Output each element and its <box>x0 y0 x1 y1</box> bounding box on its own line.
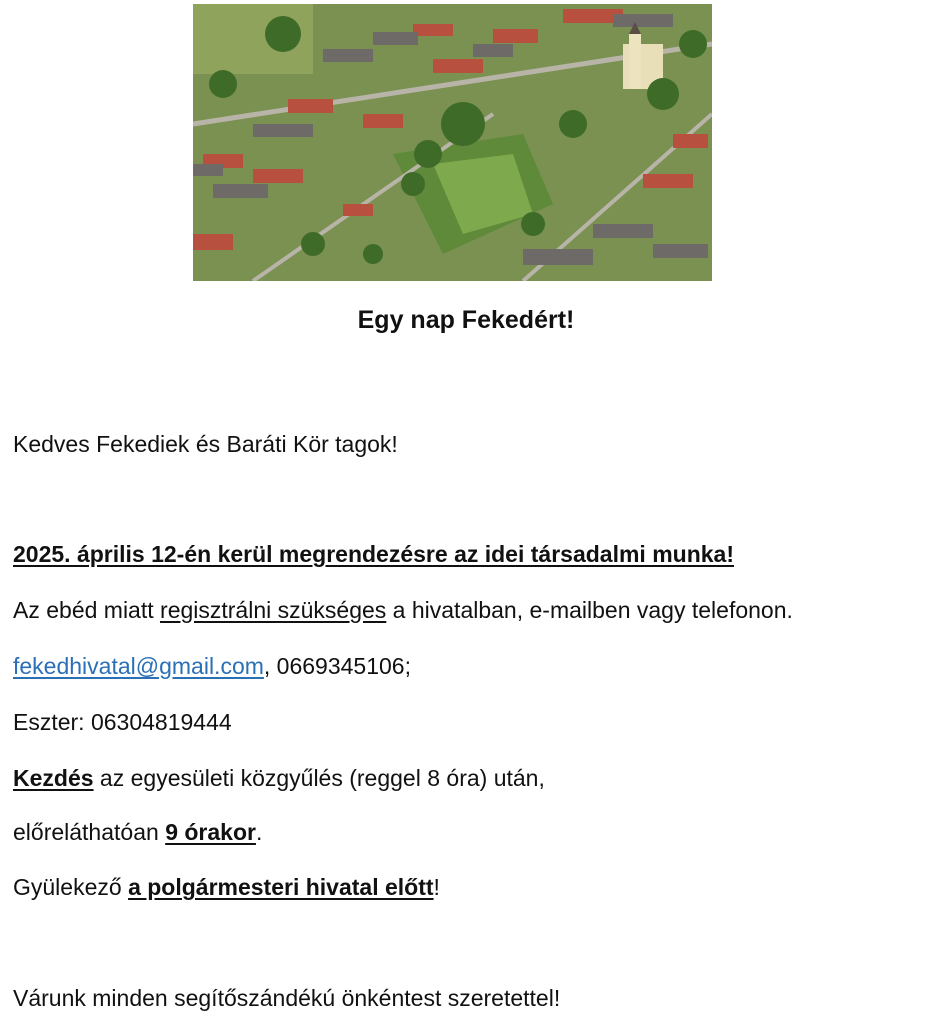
eszter-contact: Eszter: 06304819444 <box>13 709 232 735</box>
registration-line <box>13 594 793 626</box>
email-link[interactable]: fekedhivatal@gmail.com <box>13 653 264 679</box>
contact-line <box>13 650 411 682</box>
aerial-village-photo <box>193 4 712 281</box>
registration-suffix: a hivatalban, e-mailben vagy telefonon. <box>386 597 793 623</box>
announcement-text: 2025. április 12-én kerül megrendezésre az idei társadalmi munka! <box>13 541 734 567</box>
start-line <box>13 762 545 794</box>
start-label: Kezdés <box>13 765 94 791</box>
page-title: Egy nap Fekedért! <box>357 306 575 334</box>
meeting-suffix: ! <box>433 874 440 900</box>
time-emphasis: 9 órakor <box>165 819 256 845</box>
office-phone: , 0669345106; <box>263 653 411 679</box>
time-line <box>13 816 262 848</box>
meeting-prefix: Gyülekező <box>13 874 129 900</box>
time-suffix: . <box>255 819 263 845</box>
closing-text: Várunk minden segítőszándékú önkéntest szeretettel! <box>13 985 561 1011</box>
registration-emphasis: regisztrálni szükséges <box>160 597 387 623</box>
greeting-text: Kedves Fekediek és Baráti Kör tagok! <box>13 431 398 457</box>
start-text: az egyesületi közgyűlés (reggel 8 óra) után, <box>93 765 545 791</box>
meeting-line <box>13 871 440 903</box>
time-prefix: előreláthatóan <box>13 819 166 845</box>
registration-prefix: Az ebéd miatt <box>13 597 161 623</box>
meeting-emphasis: a polgármesteri hivatal előtt <box>128 874 434 900</box>
